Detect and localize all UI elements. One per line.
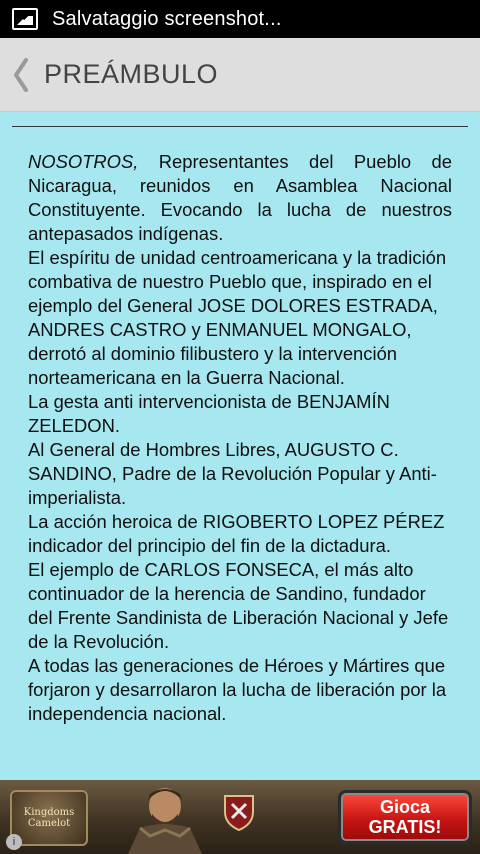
intro-paragraph <box>28 150 452 246</box>
ad-cta-line1: Gioca <box>379 797 431 817</box>
app-header <box>0 38 480 112</box>
ad-game-logo <box>10 790 88 846</box>
intro-lead: NOSOTROS, <box>28 151 139 172</box>
back-button[interactable] <box>4 51 38 99</box>
document-content[interactable] <box>0 112 480 780</box>
paragraph: El ejemplo de CARLOS FONSECA, el más alto continuador de la herencia de Sandino, fundador del Frente Sandinista de Liberación Nacional y Jefe de la Revolución. <box>28 559 449 652</box>
divider <box>12 126 468 127</box>
paragraph: Al General de Hombres Libres, AUGUSTO C. SANDINO, Padre de la Revolución Popular y Anti-imperialista. <box>28 439 437 508</box>
page-title: PREÁMBULO <box>44 59 219 89</box>
paragraph: A todas las generaciones de Héroes y Mártires que forjaron y desarrollaron la lucha de liberación por la independencia nacional. <box>28 655 447 724</box>
ad-logo-text: Kingdoms Camelot <box>23 807 75 829</box>
ad-cta-line2: GRATIS! <box>368 817 442 837</box>
intro-rest: Representantes del Pueblo de Nicaragua, reunidos en Asamblea Nacional Constituyente. Evocando la lucha de nuestros antepasados indígenas. <box>28 151 452 244</box>
ad-play-free-button[interactable] <box>338 790 472 844</box>
paragraph: La acción heroica de RIGOBERTO LOPEZ PÉREZ indicador del principio del fin de la dictadura. <box>28 511 445 556</box>
ad-shield-icon <box>222 792 256 832</box>
screenshot-image-icon <box>12 8 38 30</box>
paragraph: El espíritu de unidad centroamericana y la tradición combativa de nuestro Pueblo que, inspirado en el ejemplo del General JOSE DOLORES ESTRADA, ANDRES CASTRO y ENMANUEL MONGALO, derrotó al dominio filibustero y la intervención norteamericana en la Guerra Nacional. <box>28 247 447 388</box>
ad-warrior-image <box>120 784 210 854</box>
status-bar <box>0 0 480 38</box>
notification-text: Salvataggio screenshot... <box>52 7 282 30</box>
ad-info-icon[interactable]: i <box>6 834 22 850</box>
ad-banner[interactable] <box>0 780 480 854</box>
chevron-left-icon <box>12 57 30 93</box>
preamble-text <box>28 150 452 726</box>
paragraph: La gesta anti intervencionista de BENJAMÍN ZELEDON. <box>28 391 390 436</box>
